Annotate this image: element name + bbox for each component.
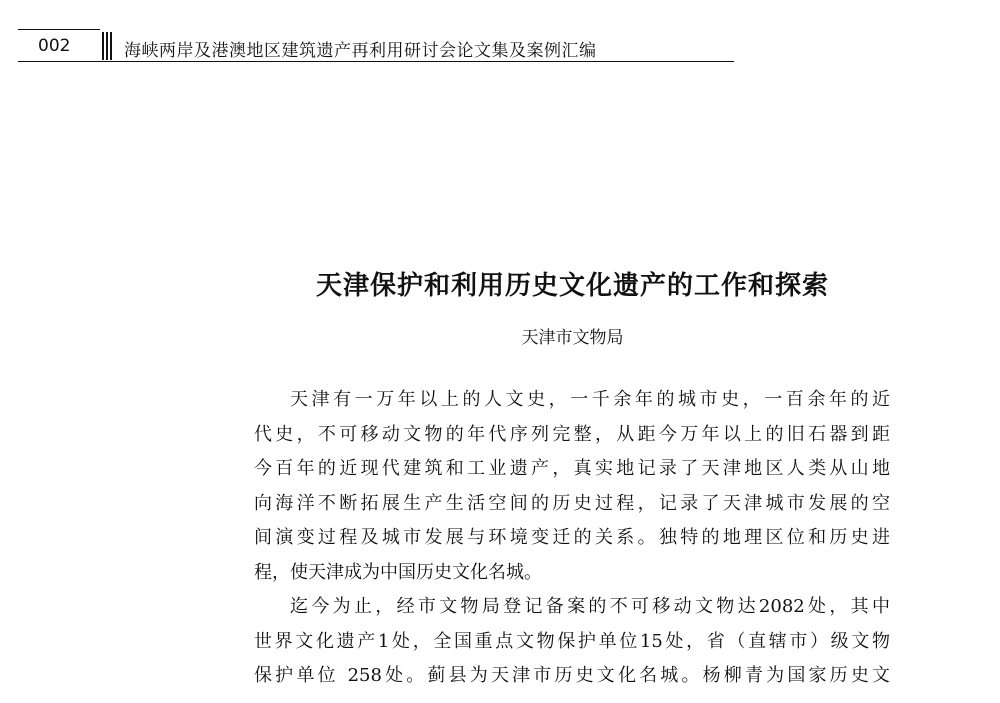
article-author: 天津市文物局 (521, 328, 624, 348)
paragraph-1-line: 向海洋不断拓展生产生活空间的历史过程，记录了天津城市发展的空 (254, 492, 890, 514)
running-header (18, 28, 743, 62)
paragraph-1-line: 天津有一万年以上的人文史，一千余年的城市史，一百余年的近 (290, 389, 890, 410)
header-page-rule (18, 29, 100, 30)
page-number: 002 (38, 36, 71, 56)
paragraph-1-line: 今百年的近现代建筑和工业遗产，真实地记录了天津地区人类从山地 (254, 458, 890, 479)
paragraph-1-line: 间演变过程及城市发展与环境变迁的关系。独特的地理区位和历史进 (254, 527, 890, 548)
paragraph-2-line: 迄今为止，经市文物局登记备案的不可移动文物达2082处，其中 (290, 596, 890, 617)
paragraph-1-line: 代史，不可移动文物的年代序列完整，从距今万年以上的旧石器到距 (254, 423, 890, 445)
paragraph-1-line: 程，使天津成为中国历史文化名城。 (254, 561, 542, 583)
header-divider-bars (102, 32, 112, 60)
paragraph-2-line: 保护单位 258处。蓟县为天津市历史文化名城。杨柳青为国家历史文 (254, 665, 890, 686)
running-title: 海峡两岸及港澳地区建筑遗产再利用研讨会论文集及案例汇编 (124, 41, 597, 61)
paragraph-2-line: 世界文化遗产1处，全国重点文物保护单位15处，省（直辖市）级文物 (254, 630, 890, 652)
article-body (254, 383, 890, 694)
article-title: 天津保护和利用历史文化遗产的工作和探索 (315, 271, 829, 301)
header-rule (18, 61, 734, 62)
